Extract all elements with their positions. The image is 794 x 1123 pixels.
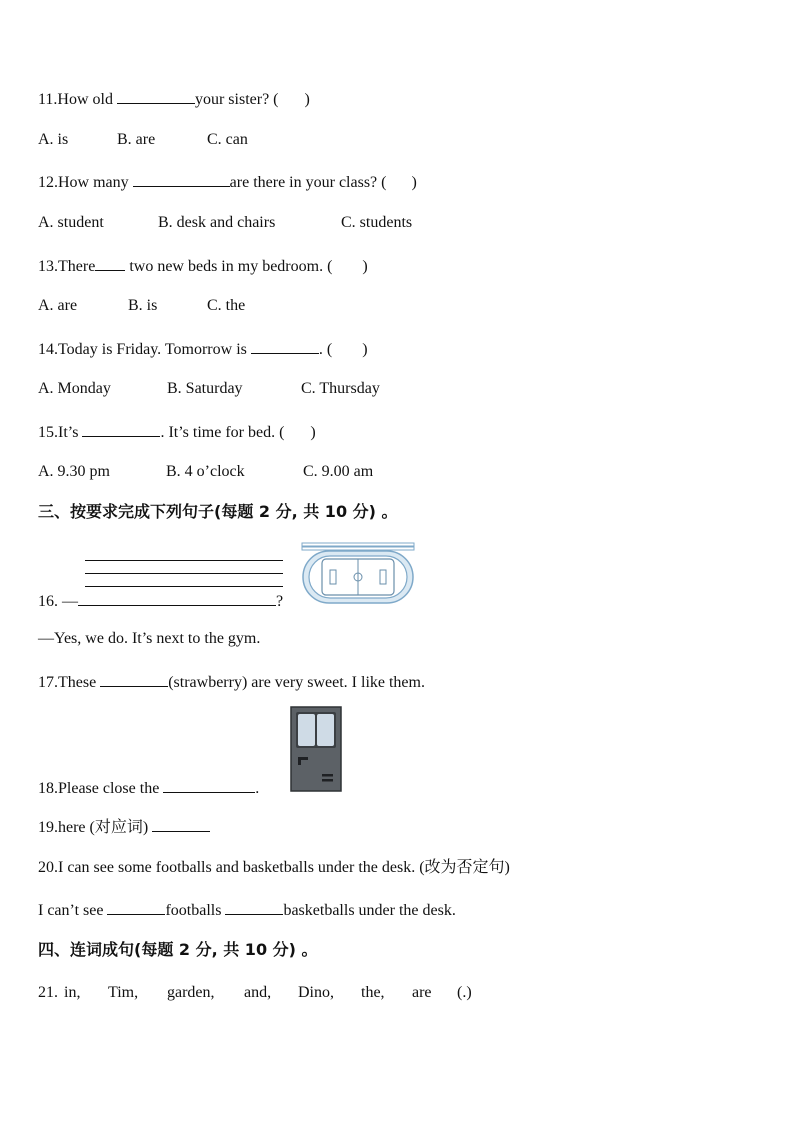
answer-16: —Yes, we do. It’s next to the gym. — [38, 630, 261, 647]
options-14 — [38, 379, 380, 399]
question-text: 14.Today is Friday. Tomorrow is — [38, 341, 251, 358]
answer-blank[interactable] — [100, 671, 168, 687]
answer-blank[interactable] — [117, 88, 195, 104]
question-15 — [38, 421, 316, 443]
word-tile: garden, — [167, 984, 215, 1001]
option-a[interactable]: A. are — [38, 297, 78, 314]
word-tile: (.) — [457, 984, 472, 1001]
option-c[interactable]: C. 9.00 am — [303, 463, 374, 480]
options-12 — [38, 213, 412, 233]
question-text: two new beds in my bedroom. ( — [125, 258, 333, 275]
word-tile: in, — [64, 984, 81, 1001]
question-19 — [38, 816, 210, 838]
answer-text: I can’t see — [38, 902, 108, 919]
answer-blank[interactable] — [95, 255, 125, 271]
answer-20 — [38, 899, 456, 921]
answer-line-2[interactable] — [85, 573, 283, 574]
word-tile: Dino, — [298, 984, 334, 1001]
answer-paren: ) — [411, 174, 417, 191]
question-text: 18.Please close the — [38, 780, 164, 797]
option-a[interactable]: A. is — [38, 131, 69, 148]
answer-paren: ) — [362, 341, 368, 358]
question-text: 12.How many — [38, 174, 133, 191]
question-21 — [38, 983, 472, 1003]
options-13 — [38, 296, 245, 316]
door-icon — [290, 706, 342, 792]
option-b[interactable]: B. are — [117, 131, 156, 148]
answer-blank[interactable] — [82, 421, 160, 437]
answer-paren: ) — [362, 258, 368, 275]
answer-paren: ) — [304, 91, 310, 108]
question-text: (strawberry) are very sweet. I like them. — [168, 674, 425, 691]
answer-blank[interactable] — [133, 171, 230, 187]
question-text: are there in your class? ( — [229, 174, 387, 191]
option-c[interactable]: C. can — [207, 131, 248, 148]
word-tile: are — [412, 984, 432, 1001]
question-17 — [38, 671, 425, 693]
section-3-heading: 三、按要求完成下列句子(每题 2 分, 共 10 分) 。 — [38, 502, 398, 521]
option-a[interactable]: A. Monday — [38, 380, 111, 397]
question-text: 17.These — [38, 674, 101, 691]
question-text: . It’s time for bed. ( — [160, 424, 285, 441]
option-b[interactable]: B. is — [128, 297, 158, 314]
option-a[interactable]: A. student — [38, 214, 104, 231]
question-18 — [38, 777, 259, 799]
running-track-icon — [300, 541, 416, 605]
question-11 — [38, 88, 310, 110]
question-number: 21. — [38, 984, 58, 1001]
answer-text: basketballs under the desk. — [283, 902, 456, 919]
options-11 — [38, 130, 248, 150]
question-16 — [38, 590, 283, 612]
options-15 — [38, 462, 373, 482]
option-c[interactable]: C. students — [341, 214, 413, 231]
question-12 — [38, 171, 417, 193]
question-text: . ( — [318, 341, 333, 358]
question-text: 19.here (对应词) — [38, 819, 153, 836]
question-text: 15.It’s — [38, 424, 83, 441]
question-text: 11.How old — [38, 91, 117, 108]
question-text: . — [255, 780, 260, 797]
answer-blank[interactable] — [107, 899, 165, 915]
question-mark: ? — [276, 593, 284, 610]
section-4-heading: 四、连词成句(每题 2 分, 共 10 分) 。 — [38, 940, 318, 959]
answer-blank[interactable] — [163, 777, 255, 793]
answer-blank[interactable] — [251, 338, 319, 354]
question-number: 16. — — [38, 593, 78, 610]
option-b[interactable]: B. Saturday — [167, 380, 243, 397]
question-14 — [38, 338, 368, 360]
question-13 — [38, 255, 368, 277]
answer-blank[interactable] — [225, 899, 283, 915]
question-text: your sister? ( — [194, 91, 279, 108]
answer-paren: ) — [310, 424, 316, 441]
answer-blank[interactable] — [152, 816, 210, 832]
word-tile: the, — [361, 984, 385, 1001]
answer-line-1[interactable] — [85, 560, 283, 561]
option-b[interactable]: B. desk and chairs — [158, 214, 276, 231]
question-text: 13.There — [38, 258, 96, 275]
question-20: 20.I can see some footballs and basketballs under the desk. (改为否定句) — [38, 859, 510, 876]
option-c[interactable]: C. the — [207, 297, 246, 314]
answer-blank[interactable] — [78, 590, 276, 606]
option-b[interactable]: B. 4 o’clock — [166, 463, 245, 480]
answer-text: footballs — [165, 902, 226, 919]
word-tile: and, — [244, 984, 272, 1001]
option-c[interactable]: C. Thursday — [301, 380, 380, 397]
option-a[interactable]: A. 9.30 pm — [38, 463, 110, 480]
answer-line-3[interactable] — [85, 586, 283, 587]
word-tile: Tim, — [108, 984, 139, 1001]
